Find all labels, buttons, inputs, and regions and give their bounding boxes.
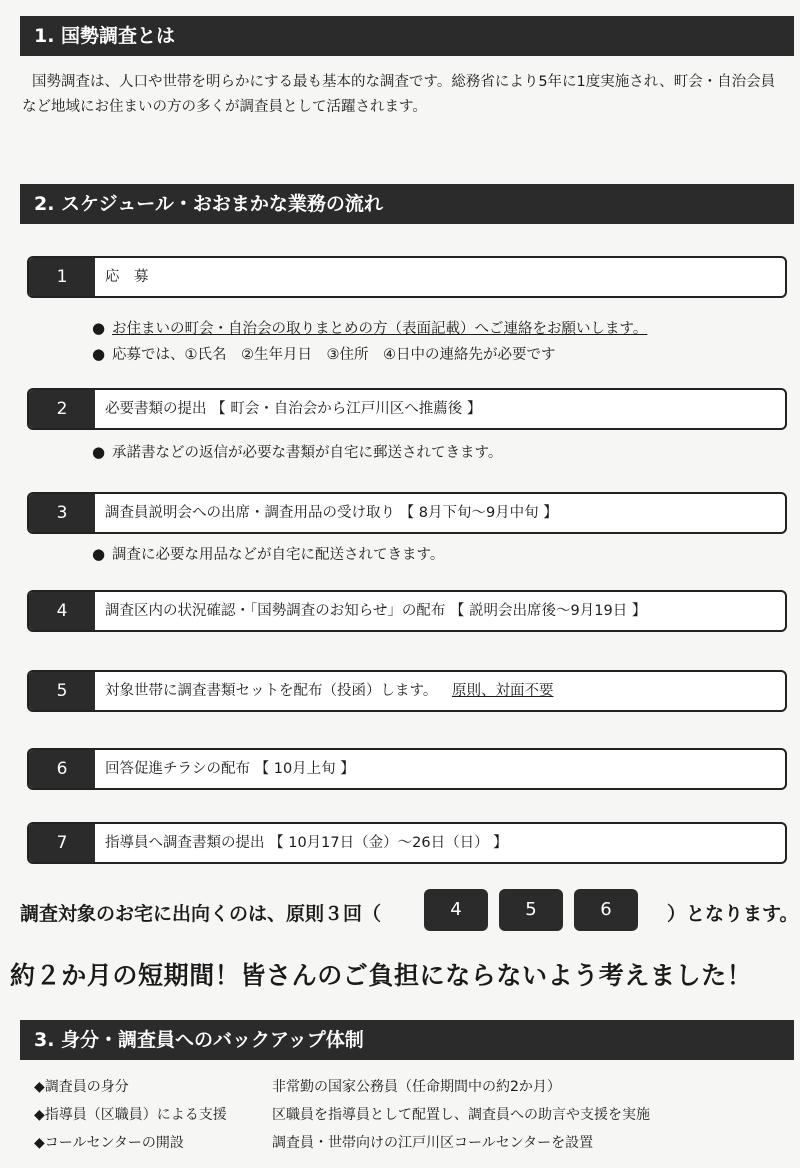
support-value: 区職員を指導員として配置し、調査員への助言や支援を実施: [272, 1107, 650, 1123]
step-label: [105, 672, 553, 710]
section-2-header: 2. スケジュール・おおまかな業務の流れ: [20, 184, 794, 224]
step-1-bullet-2: [92, 342, 556, 367]
step-number: 3: [29, 494, 95, 532]
step-3-bullet-1: [92, 542, 444, 567]
step-1: [27, 256, 787, 298]
step-note: 原則、対面不要: [451, 683, 554, 699]
support-label: ◆調査員の身分: [34, 1079, 129, 1095]
step-5: [27, 670, 787, 712]
step-label: 調査員説明会への出席・調査用品の受け取り 【 8月下旬～9月中旬 】: [105, 505, 558, 521]
bullet-dot-icon: ●: [92, 319, 106, 337]
headline: 約２か月の短期間！皆さんのご負担にならないよう考えました！: [10, 961, 753, 990]
step-label: 応 募: [105, 269, 149, 285]
bullet-text: お住まいの町会・自治会の取りまとめの方（表面記載）へご連絡をお願いします。: [112, 321, 648, 337]
step-1-bullet-1: [92, 316, 647, 341]
step-number: 2: [29, 390, 95, 428]
step-6: [27, 748, 787, 790]
section-1-body: 国勢調査は、人口や世帯を明らかにする最も基本的な調査です。総務省により5年に1度実施され、町会・自治会員など地域にお住まいの方の多くが調査員として活躍されます。: [22, 74, 776, 115]
support-label: ◆コールセンターの開設: [34, 1135, 184, 1151]
step-7: [27, 822, 787, 864]
support-value: 非常勤の国家公務員（任命期間中の約2か月）: [272, 1079, 561, 1095]
step-number: 1: [29, 258, 95, 296]
step-text: 対象世帯に調査書類セットを配布（投函）します。: [105, 683, 438, 699]
step-2: [27, 388, 787, 430]
bullet-dot-icon: ●: [92, 545, 106, 563]
bullet-text: 応募では、①氏名 ②生年月日 ③住所 ④日中の連絡先が必要です: [112, 347, 556, 363]
bullet-dot-icon: ●: [92, 443, 106, 461]
step-number: 7: [29, 824, 95, 862]
visits-summary: [20, 889, 799, 935]
step-number: 5: [29, 672, 95, 710]
step-label: 指導員へ調査書類の提出 【 10月17日（金）～26日（日） 】: [105, 835, 508, 851]
step-2-bullet-1: [92, 440, 502, 465]
visit-step-box: 4: [424, 889, 488, 931]
bullet-text: 調査に必要な用品などが自宅に配送されてきます。: [112, 547, 445, 563]
step-label: 回答促進チラシの配布 【 10月上旬 】: [105, 761, 355, 777]
support-value: 調査員・世帯向けの江戸川区コールセンターを設置: [272, 1135, 594, 1151]
step-label: 調査区内の状況確認・「国勢調査のお知らせ」の配布 【 説明会出席後～9月19日 】: [105, 603, 647, 619]
visit-step-box: 6: [574, 889, 638, 931]
section-3-header: 3. 身分・調査員へのバックアップ体制: [20, 1020, 794, 1060]
support-label: ◆指導員（区職員）による支援: [34, 1107, 227, 1123]
bullet-dot-icon: ●: [92, 345, 106, 363]
step-3: [27, 492, 787, 534]
visits-prefix: 調査対象のお宅に出向くのは、原則３回（: [20, 903, 382, 925]
bullet-text: 承諾書などの返信が必要な書類が自宅に郵送されてきます。: [112, 445, 503, 461]
step-4: [27, 590, 787, 632]
step-number: 4: [29, 592, 95, 630]
section-1-header: 1. 国勢調査とは: [20, 16, 794, 56]
step-label: 必要書類の提出 【 町会・自治会から江戸川区へ推薦後 】: [105, 401, 482, 417]
visits-suffix: ）となります。: [667, 903, 799, 925]
visit-step-box: 5: [499, 889, 563, 931]
step-number: 6: [29, 750, 95, 788]
